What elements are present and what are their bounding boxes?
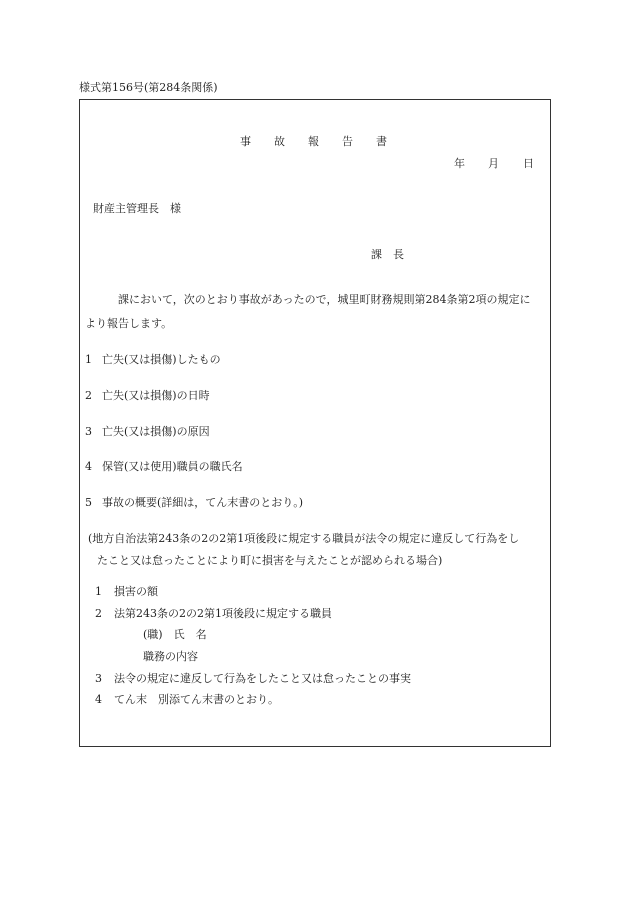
date-day: 日 <box>523 157 534 170</box>
sub-item-text: 損害の額 <box>114 585 158 598</box>
sub-item-text: 法第243条の2の2第1項後段に規定する職員 <box>114 607 332 620</box>
item-text: 亡失(又は損傷)したもの <box>102 353 221 366</box>
note-line-2: たこと又は怠ったことにより町に損害を与えたことが認められる場合) <box>97 554 443 567</box>
sub-item-number: 2 <box>95 607 102 620</box>
sub-item-number: 1 <box>95 585 102 598</box>
form-number: 様式第156号(第284条関係) <box>79 81 218 94</box>
title-char: 告 <box>342 135 353 148</box>
staff-duties: 職務の内容 <box>143 650 198 663</box>
sub-item-number: 4 <box>95 693 102 706</box>
date-month: 月 <box>488 157 499 170</box>
item-number: 3 <box>85 425 92 438</box>
intro-text-line-2: より報告します。 <box>85 317 173 330</box>
item-number: 4 <box>85 460 92 473</box>
item-number: 1 <box>85 353 92 366</box>
item-number: 5 <box>85 496 92 509</box>
sub-item-number: 3 <box>95 672 102 685</box>
title-char: 書 <box>376 135 387 148</box>
sender: 課 長 <box>371 248 404 261</box>
item-text: 亡失(又は損傷)の日時 <box>102 389 210 402</box>
staff-position-name: (職) 氏 名 <box>143 628 207 641</box>
title-char: 事 <box>240 135 251 148</box>
item-text: 亡失(又は損傷)の原因 <box>102 425 210 438</box>
document-title <box>240 135 387 148</box>
intro-text-line-1: 課において，次のとおり事故があったので，城里町財務規則第284条第2項の規定に <box>118 293 531 306</box>
date-year: 年 <box>454 157 465 170</box>
sub-item-text: てん末 別添てん末書のとおり。 <box>114 693 279 706</box>
item-text: 保管(又は使用)職員の職氏名 <box>102 460 243 473</box>
title-char: 故 <box>274 135 285 148</box>
addressee: 財産主管理長 様 <box>93 202 181 215</box>
sub-item-text: 法令の規定に違反して行為をしたこと又は怠ったことの事実 <box>114 672 411 685</box>
item-number: 2 <box>85 389 92 402</box>
note-line-1: (地方自治法第243条の2の2第1項後段に規定する職員が法令の規定に違反して行為をし <box>88 532 520 545</box>
item-text: 事故の概要(詳細は，てん末書のとおり。) <box>102 496 304 509</box>
title-char: 報 <box>308 135 319 148</box>
